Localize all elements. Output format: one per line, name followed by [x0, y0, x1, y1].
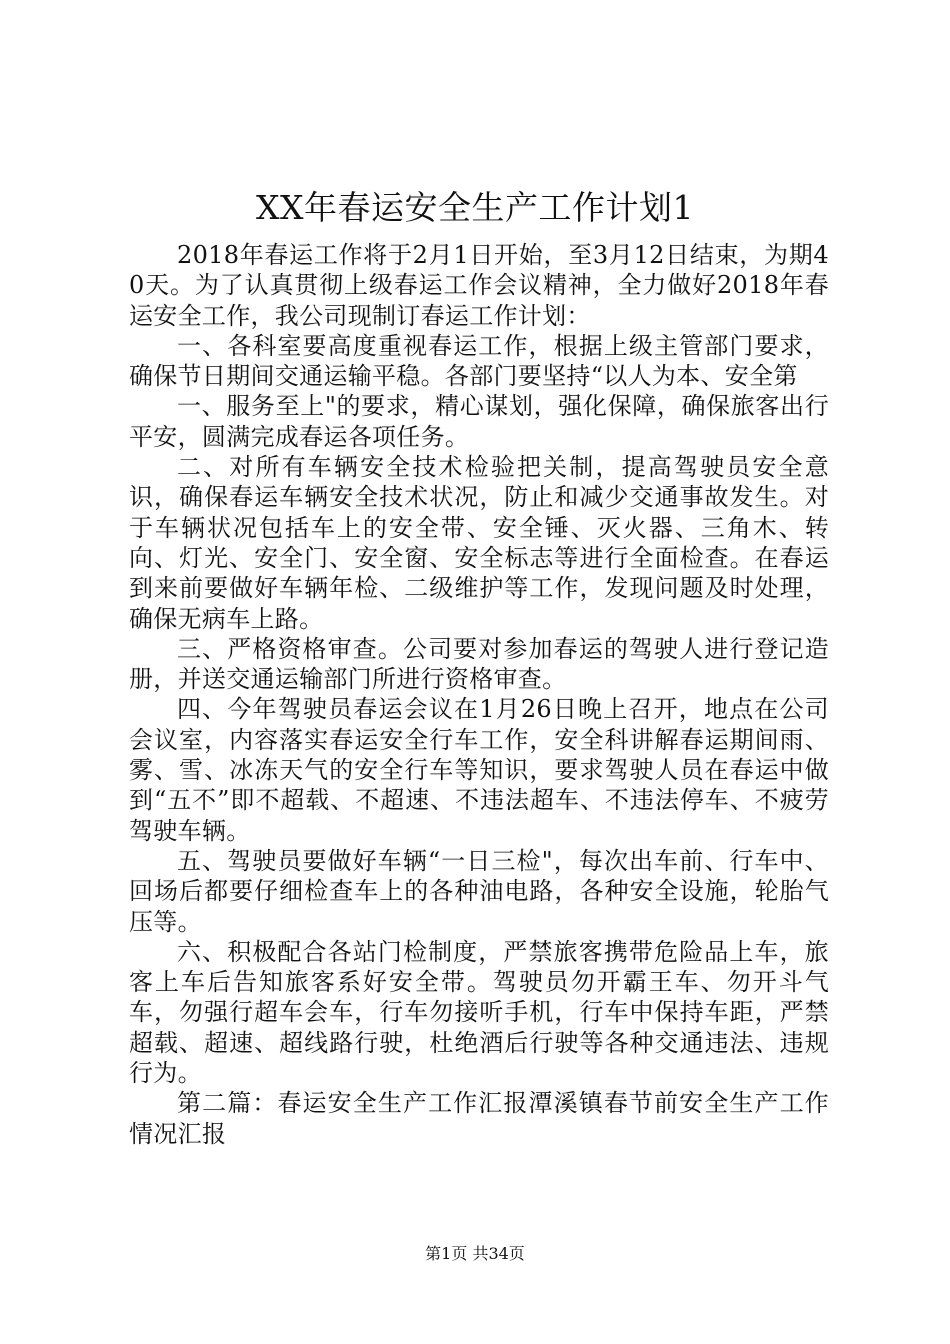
paragraph-item-3: 三、严格资格审查。公司要对参加春运的驾驶人进行登记造册，并送交通运输部门所进行资格审查。: [129, 634, 829, 694]
paragraph-section-two-heading: 第二篇：春运安全生产工作汇报潭溪镇春节前安全生产工作情况汇报: [129, 1089, 829, 1148]
paragraph-item-5: 五、驾驶员要做好车辆“一日三检"，每次出车前、行车中、回场后都要仔细检查车上的各种油电路，各种安全设施，轮胎气压等。: [129, 846, 829, 936]
page-title: XX年春运安全生产工作计划1: [256, 188, 694, 227]
paragraph-item-1-continued: 一、服务至上"的要求，精心谋划，强化保障，确保旅客出行平安，圆满完成春运各项任务。: [129, 392, 829, 451]
paragraph-item-4: 四、今年驾驶员春运会议在1月26日晚上召开，地点在公司会议室，内容落实春运安全行车工作，安全科讲解春运期间雨、雾、雪、冰冻天气的安全行车等知识，要求驾驶人员在春运中做到“五不”即不超载、不超速、不违法超车、不违法停车、不疲劳驾驶车辆。: [129, 695, 829, 845]
page-number-footer: 第1页 共34页: [425, 1244, 525, 1263]
paragraph-item-1: 一、各科室要高度重视春运工作，根据上级主管部门要求，确保节日期间交通运输平稳。各部门要坚持“以人为本、安全第: [129, 331, 829, 391]
paragraph-item-6: 六、积极配合各站门检制度，严禁旅客携带危险品上车，旅客上车后告知旅客系好安全带。驾驶员勿开霸王车、勿开斗气车，勿强行超车会车，行车勿接听手机，行车中保持车距，严禁超载、超速、超线路行驶，杜绝酒后行驶等各种交通违法、违规行为。: [129, 937, 829, 1088]
document-body: [129, 240, 829, 1149]
paragraph-intro: 2018年春运工作将于2月1日开始，至3月12日结束，为期40天。为了认真贯彻上级春运工作会议精神，全力做好2018年春运安全工作，我公司现制订春运工作计划：: [129, 241, 829, 330]
paragraph-item-2: 二、对所有车辆安全技术检验把关制，提高驾驶员安全意识，确保春运车辆安全技术状况，防止和减少交通事故发生。对于车辆状况包括车上的安全带、安全锤、灭火器、三角木、转向、灯光、安全门、安全窗、安全标志等进行全面检查。在春运到来前要做好车辆年检、二级维护等工作，发现问题及时处理，确保无病车上路。: [129, 453, 829, 633]
